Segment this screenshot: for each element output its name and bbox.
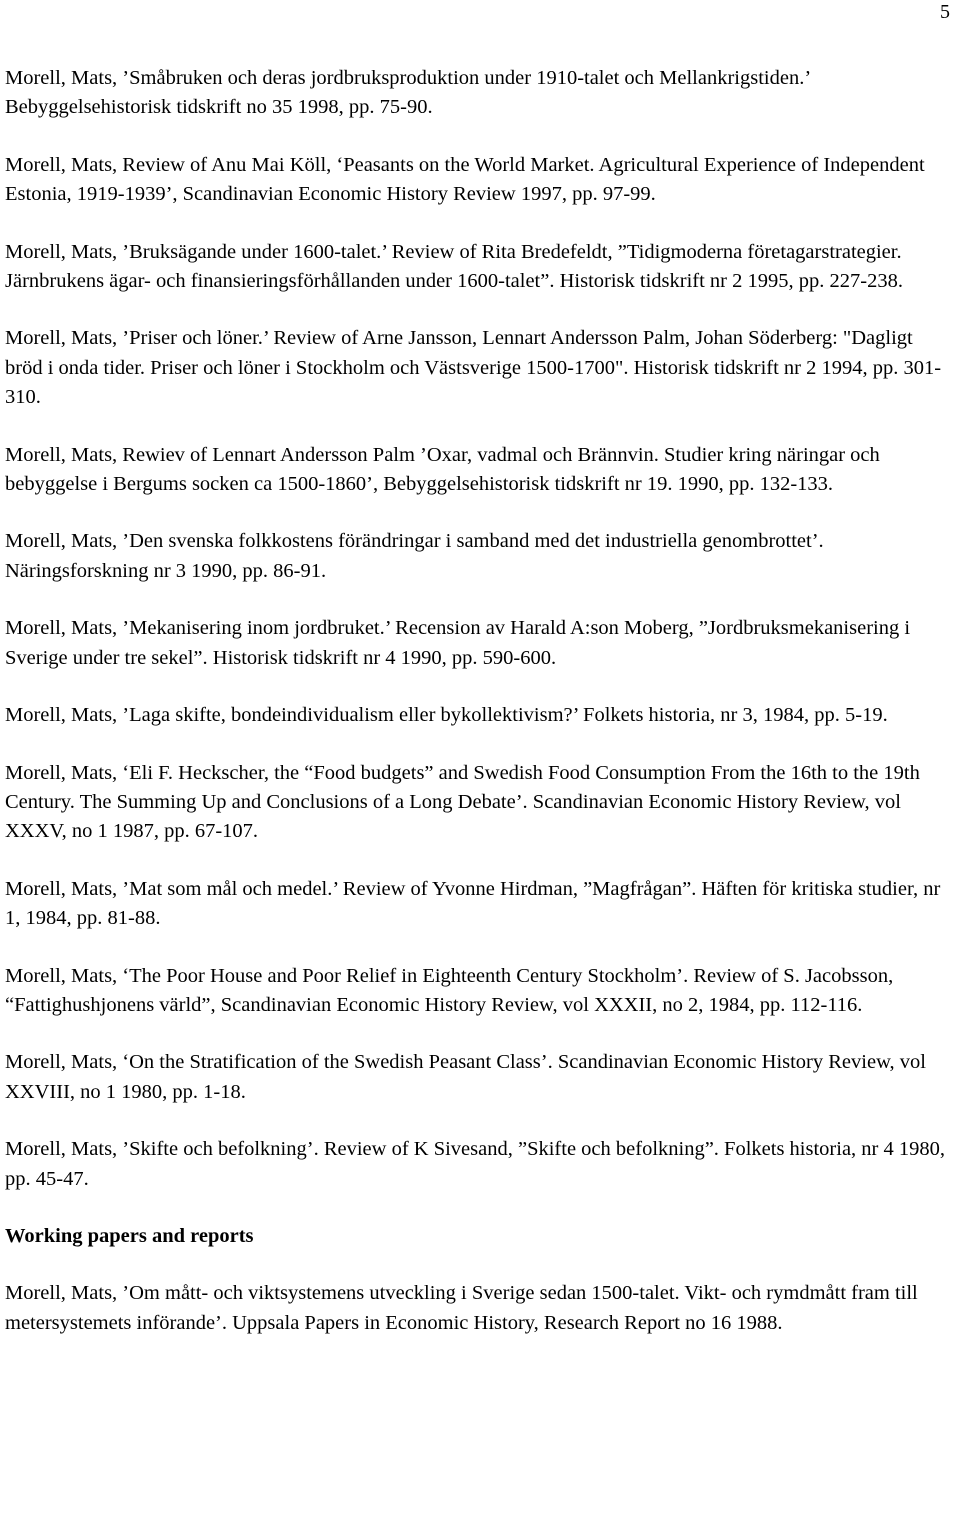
bibliography-entry: Morell, Mats, ‘Eli F. Heckscher, the “Food budgets” and Swedish Food Consumption From the 16th to the 19th Century. The Summing Up and Conclusions of a Long Debate’. Scandinavian Economic History Review, vol XXXV, no 1 1987, pp. 67-107. [5, 761, 920, 843]
bibliography-entry: Morell, Mats, ’Om mått- och viktsystemens utveckling i Sverige sedan 1500-talet. Vikt- och rymdmått fram till metersystemets införande’. Uppsala Papers in Economic History, Research Report no 16 1988. [5, 1282, 918, 1334]
section-heading: Working papers and reports [5, 1224, 254, 1247]
bibliography-entry: Morell, Mats, ’Bruksägande under 1600-talet.’ Review of Rita Bredefeldt, ”Tidigmoderna företagarstrategier. Järnbrukens ägar- och finansieringsförhållanden under 1600-talet”. Historisk tidskrift nr 2 1995, pp. 227-238. [5, 240, 903, 293]
bibliography-entry: Morell, Mats, ’Småbruken och deras jordbruksproduktion under 1910-talet och Mellankrigstiden.’ Bebyggelsehistorisk tidskrift no 35 1998, pp. 75-90. [5, 67, 810, 119]
bibliography-entry: Morell, Mats, ‘The Poor House and Poor Relief in Eighteenth Century Stockholm’. Review of S. Jacobsson, “Fattighushjonens värld”, Scandinavian Economic History Review, vol XXXII, no 2, 1984, pp. 112-116. [5, 964, 894, 1016]
bibliography-entry: Morell, Mats, Review of Anu Mai Köll, ‘Peasants on the World Market. Agricultural Experience of Independent Estonia, 1919-1939’, Scandinavian Economic History Review 1997, pp. 97-99. [5, 153, 925, 206]
bibliography-entry: Morell, Mats, ’Priser och löner.’ Review of Arne Jansson, Lennart Andersson Palm, Johan Söderberg: "Dagligt bröd i onda tider. Priser och löner i Stockholm och Västsverige 1500-1700". Historisk tidskrift nr 2 1994, pp. 301-310. [5, 327, 942, 409]
bibliography-entry: Morell, Mats, ‘On the Stratification of the Swedish Peasant Class’. Scandinavian Economic History Review, vol XXVIII, no 1 1980, pp. 1-18. [5, 1051, 926, 1103]
bibliography [5, 64, 950, 1366]
bibliography-entry: Morell, Mats, ’Den svenska folkkostens förändringar i samband med det industriella genombrottet’. Näringsforskning nr 3 1990, pp. 86-91. [5, 530, 824, 582]
bibliography-entry: Morell, Mats, ’Mekanisering inom jordbruket.’ Recension av Harald A:son Moberg, ”Jordbruksmekanisering i Sverige under tre sekel”. Historisk tidskrift nr 4 1990, pp. 590-600. [5, 617, 911, 669]
bibliography-entry: Morell, Mats, ’Laga skifte, bondeindividualism eller bykollektivism?’ Folkets historia, nr 3, 1984, pp. 5-19. [5, 704, 888, 727]
page-number: 5 [940, 1, 950, 23]
bibliography-entry: Morell, Mats, ’Mat som mål och medel.’ Review of Yvonne Hirdman, ”Magfrågan”. Häften för kritiska studier, nr 1, 1984, pp. 81-88. [5, 877, 941, 930]
bibliography-entry: Morell, Mats, ’Skifte och befolkning’. Review of K Sivesand, ”Skifte och befolkning”. Folkets historia, nr 4 1980, pp. 45-47. [5, 1138, 945, 1190]
bibliography-entry: Morell, Mats, Rewiev of Lennart Andersson Palm ’Oxar, vadmal och Brännvin. Studier kring näringar och bebyggelse i Bergums socken ca 1500-1860’, Bebyggelsehistorisk tidskrift nr 19. 1990, pp. 132-133. [5, 443, 880, 496]
